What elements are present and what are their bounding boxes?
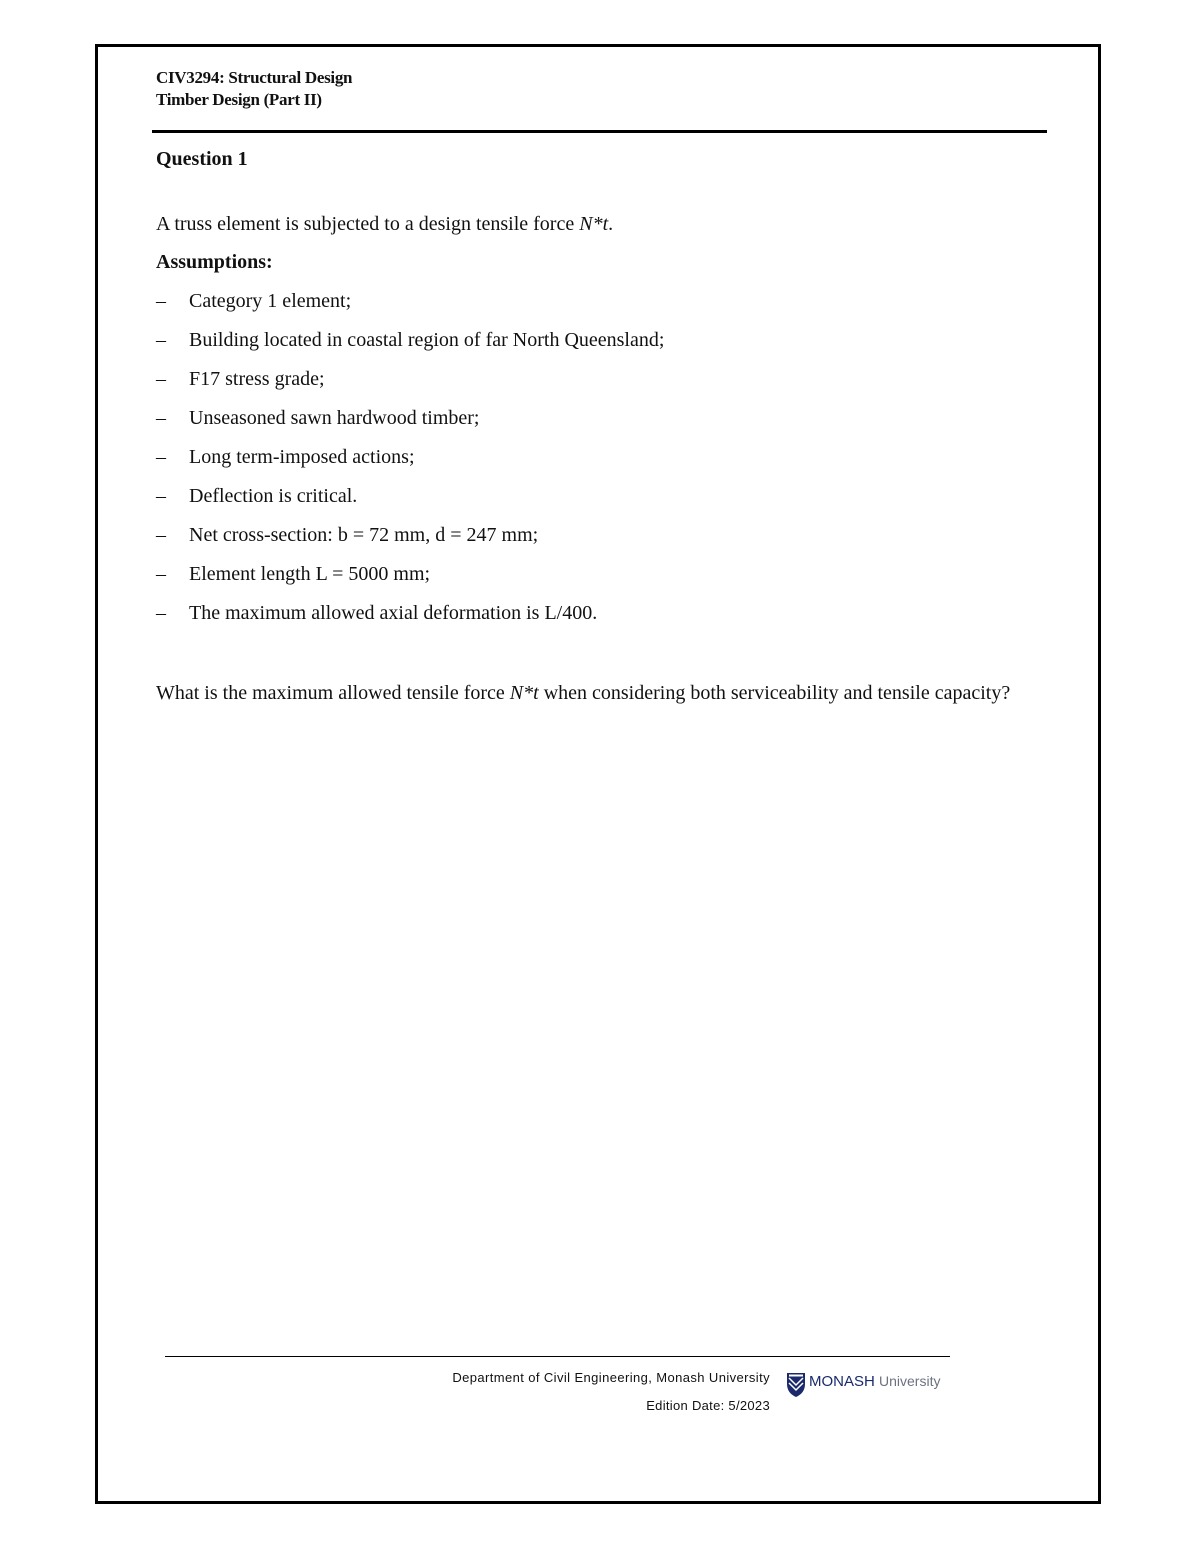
- list-item: [156, 600, 664, 639]
- assumption-text: Category 1 element;: [189, 290, 352, 312]
- list-item: [156, 561, 664, 600]
- footer-department: Department of Civil Engineering, Monash University: [452, 1370, 770, 1385]
- monash-logo: [786, 1372, 940, 1400]
- assumption-text: Building located in coastal region of far North Queensland;: [189, 329, 665, 351]
- question-title: Question 1: [156, 148, 248, 170]
- footer-edition: Edition Date: 5/2023: [646, 1398, 770, 1413]
- intro-text: A truss element is subjected to a design tensile force: [156, 213, 580, 235]
- list-item: [156, 522, 664, 561]
- assumption-text: Net cross-section: b = 72 mm, d = 247 mm;: [189, 524, 539, 546]
- list-item: [156, 483, 664, 522]
- footer-divider: [165, 1356, 950, 1357]
- force-symbol: N*t: [579, 213, 609, 235]
- assumption-text: Unseasoned sawn hardwood timber;: [189, 407, 480, 429]
- prompt-text: What is the maximum allowed tensile force: [156, 682, 510, 704]
- force-symbol: N*t: [509, 682, 539, 704]
- logo-wordmark: [809, 1372, 940, 1391]
- logo-name: MONASH: [809, 1373, 875, 1390]
- intro-end: .: [608, 213, 614, 235]
- list-item: [156, 288, 664, 327]
- question-prompt: [156, 679, 1036, 707]
- logo-suffix: University: [879, 1373, 941, 1389]
- assumption-list: [156, 288, 664, 639]
- dash-bullet: –: [156, 368, 166, 390]
- dash-bullet: –: [156, 602, 166, 624]
- prompt-end: when considering both serviceability and tensile capacity?: [538, 682, 1011, 704]
- assumption-text: The maximum allowed axial deformation is L/400.: [189, 602, 598, 624]
- question-intro: [156, 211, 613, 237]
- assumption-text: Element length L = 5000 mm;: [189, 563, 431, 585]
- assumptions-heading: Assumptions:: [156, 251, 273, 273]
- header-divider: [152, 130, 1047, 133]
- dash-bullet: –: [156, 446, 166, 468]
- assumption-text: F17 stress grade;: [189, 368, 325, 390]
- list-item: [156, 444, 664, 483]
- list-item: [156, 405, 664, 444]
- list-item: [156, 327, 664, 366]
- dash-bullet: –: [156, 563, 166, 585]
- list-item: [156, 366, 664, 405]
- dash-bullet: –: [156, 485, 166, 507]
- assumption-text: Long term-imposed actions;: [189, 446, 415, 468]
- dash-bullet: –: [156, 290, 166, 312]
- assumption-text: Deflection is critical.: [189, 485, 358, 507]
- course-title: CIV3294: Structural Design: [156, 68, 353, 87]
- page-header: [156, 67, 352, 111]
- dash-bullet: –: [156, 524, 166, 546]
- dash-bullet: –: [156, 407, 166, 429]
- dash-bullet: –: [156, 329, 166, 351]
- monash-crest-icon: [786, 1372, 806, 1398]
- topic-title: Timber Design (Part II): [156, 90, 322, 109]
